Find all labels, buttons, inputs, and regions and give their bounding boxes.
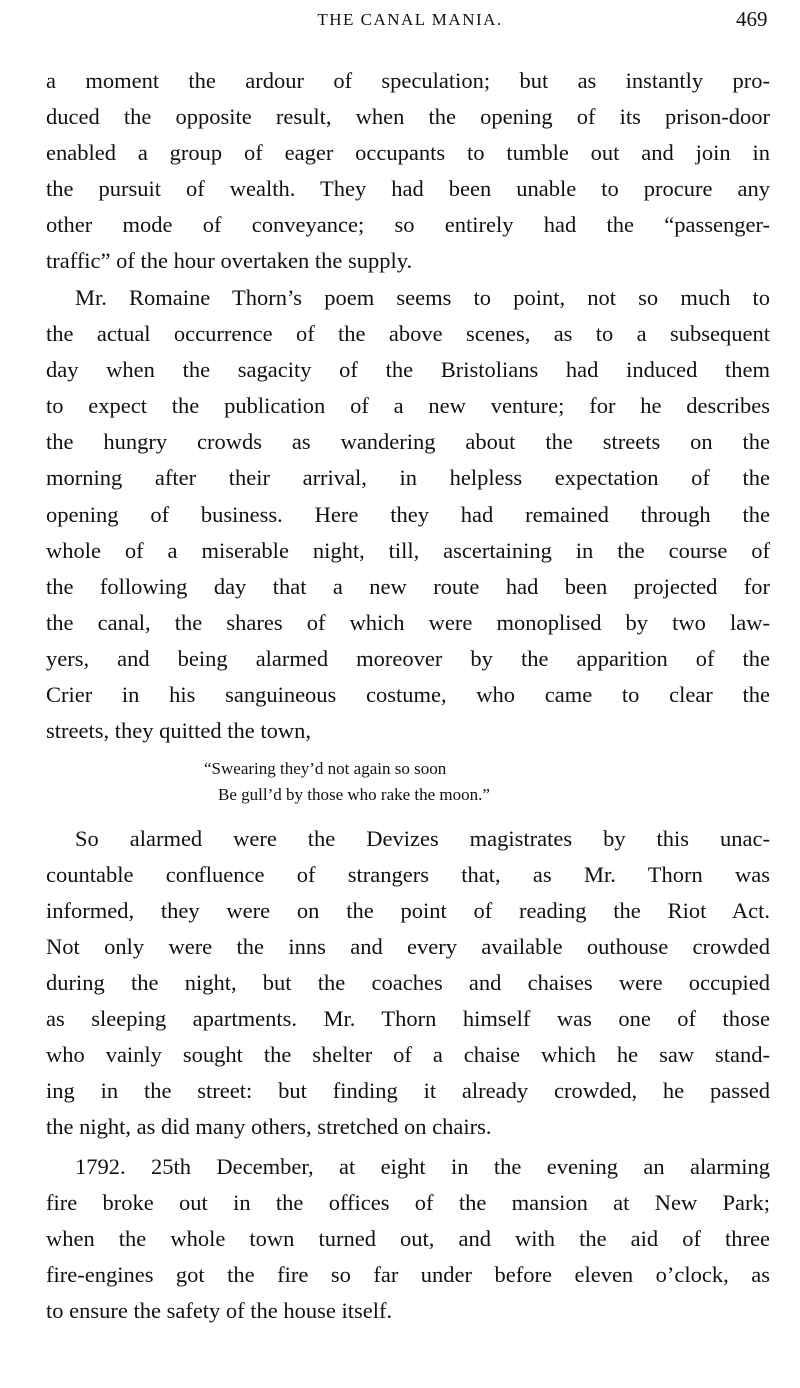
text-line: the following day that a new route had been projected for xyxy=(46,574,770,599)
text-line: So alarmed were the Devizes magistrates by this unac- xyxy=(75,826,770,851)
text-line: fire broke out in the offices of the mansion at New Park; xyxy=(46,1190,770,1215)
text-line: during the night, but the coaches and chaises were occupied xyxy=(46,970,770,995)
text-line: 1792. 25th December, at eight in the evening an alarming xyxy=(75,1154,770,1179)
text-line: duced the opposite result, when the opening of its prison-door xyxy=(46,104,770,129)
text-line: streets, they quitted the town, xyxy=(46,718,311,743)
text-line: informed, they were on the point of reading the Riot Act. xyxy=(46,898,770,923)
text-line: Crier in his sanguineous costume, who came to clear the xyxy=(46,682,770,707)
text-line: morning after their arrival, in helpless expectation of the xyxy=(46,465,770,490)
text-line: a moment the ardour of speculation; but as instantly pro- xyxy=(46,68,770,93)
text-line: as sleeping apartments. Mr. Thorn himself was one of those xyxy=(46,1006,770,1031)
text-line: the hungry crowds as wandering about the streets on the xyxy=(46,429,770,454)
text-line: the night, as did many others, stretched on chairs. xyxy=(46,1114,492,1139)
verse-quote-line: “Swearing they’d not again so soon xyxy=(204,759,447,778)
text-line: when the whole town turned out, and with the aid of three xyxy=(46,1226,770,1251)
text-line: whole of a miserable night, till, ascertaining in the course of xyxy=(46,538,770,563)
text-line: countable confluence of strangers that, as Mr. Thorn was xyxy=(46,862,770,887)
text-line: to expect the publication of a new venture; for he describes xyxy=(46,393,770,418)
text-line: the actual occurrence of the above scenes, as to a subsequent xyxy=(46,321,770,346)
verse-quote-line: Be gull’d by those who rake the moon.” xyxy=(218,785,490,804)
page-number: 469 xyxy=(736,7,768,31)
text-line: enabled a group of eager occupants to tumble out and join in xyxy=(46,140,770,165)
text-line: ing in the street: but finding it already crowded, he passed xyxy=(46,1078,770,1103)
text-line: the canal, the shares of which were monoplised by two law- xyxy=(46,610,770,635)
text-line: who vainly sought the shelter of a chaise which he saw stand- xyxy=(46,1042,770,1067)
text-line: fire-engines got the fire so far under before eleven o’clock, as xyxy=(46,1262,770,1287)
text-line: the pursuit of wealth. They had been unable to procure any xyxy=(46,176,770,201)
text-line: other mode of conveyance; so entirely had the “passenger- xyxy=(46,212,770,237)
running-header: THE CANAL MANIA. xyxy=(317,10,503,29)
text-line: yers, and being alarmed moreover by the apparition of the xyxy=(46,646,770,671)
text-line: day when the sagacity of the Bristolians had induced them xyxy=(46,357,770,382)
text-line: to ensure the safety of the house itself. xyxy=(46,1298,393,1323)
text-line: Mr. Romaine Thorn’s poem seems to point, not so much to xyxy=(75,285,770,310)
text-line: traffic” of the hour overtaken the supply. xyxy=(46,248,413,273)
text-line: opening of business. Here they had remained through the xyxy=(46,502,770,527)
text-line: Not only were the inns and every available outhouse crowded xyxy=(46,934,770,959)
